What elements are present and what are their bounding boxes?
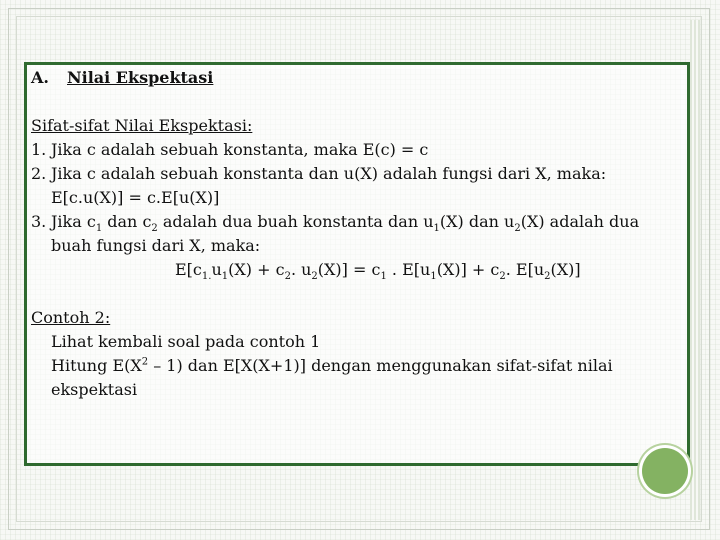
example-line-2: Hitung $E(X^2 - 1)$ dan E[X(X+1)] dengan menggunakan sifat-sifat nilai — [51, 356, 613, 375]
slide-content — [31, 66, 681, 402]
property-item-1: 1. Jika c adalah sebuah konstanta, maka E(c) = c — [31, 140, 429, 159]
example-line-3: ekspektasi — [51, 380, 138, 399]
property-item-3-formula: $E[c_{1.}u_1(X) + c_2$. $u_2(X)] = c_1$ . $E[u_1(X)] + c_2$. $E[u_2(X)]$ — [175, 260, 581, 283]
properties-title: Sifat-sifat Nilai Ekspektasi: — [31, 116, 253, 135]
section-heading — [31, 66, 681, 90]
property-item-2: 2. Jika c adalah sebuah konstanta dan u(X) adalah fungsi dari X, maka: — [31, 164, 607, 183]
example-title: Contoh 2: — [31, 308, 111, 327]
property-item-2-formula: E[c.u(X)] = c.E[u(X)] — [51, 188, 220, 207]
property-item-3-continuation: buah fungsi dari X, maka: — [51, 236, 261, 255]
example-line-1: Lihat kembali soal pada contoh 1 — [51, 332, 321, 351]
heading-letter: A. — [31, 68, 49, 87]
heading-title: Nilai Ekspektasi — [67, 68, 214, 87]
property-item-3: 3. Jika $c_1$ dan $c_2$ adalah dua buah konstanta dan $u_1(X)$ dan $u_2(X)$ adalah dua — [31, 212, 640, 235]
decorative-circle — [642, 448, 688, 494]
